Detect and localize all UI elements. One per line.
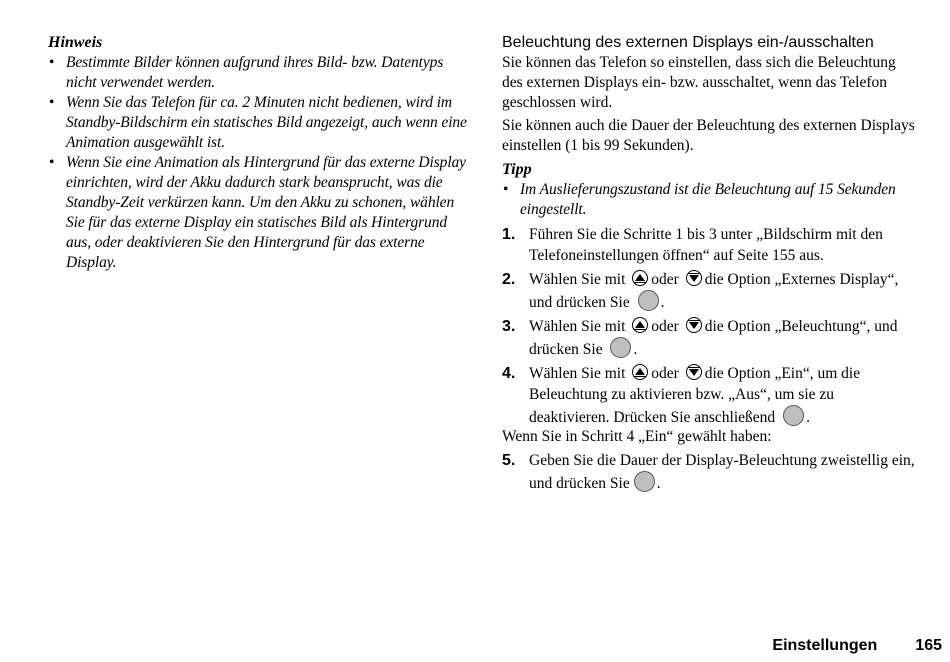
- note-column: [48, 33, 468, 273]
- steps-list: [502, 224, 917, 428]
- note-list: [48, 53, 468, 273]
- center-key-icon: [610, 337, 631, 358]
- footer-section-title: Einstellungen: [772, 637, 878, 654]
- bullet-icon: •: [503, 181, 509, 198]
- step-text-mid: oder: [651, 365, 683, 382]
- nav-up-icon: [632, 270, 648, 286]
- nav-up-icon: [632, 364, 648, 380]
- note-text-2: Wenn Sie das Telefon für ca. 2 Minuten nicht bedienen, wird im Standby-Bildschirm ein statisches Bild angezeigt, auch wenn eine Animation ausgewählt ist.: [66, 94, 467, 151]
- nav-up-icon: [632, 317, 648, 333]
- tip-list: [502, 180, 917, 220]
- bullet-icon: •: [49, 94, 55, 111]
- step-text: Geben Sie die Dauer der Display-Beleuchtung zweistellig ein, und drücken Sie: [529, 452, 915, 492]
- step-number: 5.: [502, 452, 516, 469]
- page-number: 165: [915, 637, 942, 654]
- list-item: [48, 153, 468, 273]
- condition-text: Wenn Sie in Schritt 4 „Ein“ gewählt haben:: [502, 428, 772, 445]
- duration-paragraph: Sie können auch die Dauer der Beleuchtung des externen Displays einstellen (1 bis 99 Sekunden).: [502, 117, 915, 154]
- intro-paragraph: Sie können das Telefon so einstellen, dass sich die Beleuchtung des externen Displays ein- bzw. ausschaltet, wenn das Telefon geschlossen wird.: [502, 54, 896, 111]
- step-text-mid: oder: [651, 318, 683, 335]
- center-key-icon: [638, 290, 659, 311]
- step-2: 2. Wählen Sie mit oder die Option „Externes Display“, und drücken Sie .: [502, 271, 899, 311]
- step-number: 3.: [502, 318, 516, 335]
- instructions-column: [502, 33, 917, 497]
- nav-down-icon: [686, 317, 702, 333]
- step-3: 3. Wählen Sie mit oder die Option „Beleuchtung“, und drücken Sie .: [502, 318, 898, 358]
- step-text-mid: oder: [651, 271, 683, 288]
- step-number: 1.: [502, 226, 516, 243]
- step-text-post: die Option „Ein“, um die Beleuchtung zu aktivieren bzw. „Aus“, um sie zu deaktivieren. Drücken Sie anschließend: [529, 365, 861, 426]
- list-item: [48, 93, 468, 153]
- step-text-post: die Option „Beleuchtung“, und drücken Sie: [529, 318, 898, 358]
- steps-list-continued: [502, 450, 917, 494]
- step-text: Führen Sie die Schritte 1 bis 3 unter „Bildschirm mit den Telefoneinstellungen öffnen“ auf Seite 155 aus.: [529, 226, 883, 264]
- step-text-post: die Option „Externes Display“, und drücken Sie: [529, 271, 899, 311]
- note-text-1: Bestimmte Bilder können aufgrund ihres Bild- bzw. Datentyps nicht verwendet werden.: [66, 54, 444, 91]
- step-1: [502, 224, 917, 266]
- note-text-3: Wenn Sie eine Animation als Hintergrund für das externe Display einrichten, wird der Akku dadurch stark beansprucht, was die Standby-Zeit verkürzen kann. Um den Akku zu schonen, wählen Sie für das externe Display ein statisches Bild als Hintergrund aus, oder deaktivieren Sie den Hintergrund für das externe Display.: [66, 154, 466, 271]
- center-key-icon: [634, 471, 655, 492]
- page-footer: [772, 637, 942, 655]
- note-heading: Hinweis: [48, 34, 103, 51]
- nav-down-icon: [686, 364, 702, 380]
- center-key-icon: [783, 405, 804, 426]
- section-heading: Beleuchtung des externen Displays ein-/ausschalten: [502, 34, 874, 51]
- list-item: [502, 180, 917, 220]
- step-number: 4.: [502, 365, 516, 382]
- tip-text: Im Auslieferungszustand ist die Beleuchtung auf 15 Sekunden eingestellt.: [520, 181, 896, 218]
- bullet-icon: •: [49, 154, 55, 171]
- nav-down-icon: [686, 270, 702, 286]
- tip-heading: Tipp: [502, 161, 532, 178]
- list-item: [48, 53, 468, 93]
- step-number: 2.: [502, 271, 516, 288]
- step-text-pre: Wählen Sie mit: [529, 271, 630, 288]
- step-text-pre: Wählen Sie mit: [529, 318, 630, 335]
- step-4: 4. Wählen Sie mit oder die Option „Ein“, um die Beleuchtung zu aktivieren bzw. „Aus“, um sie zu deaktivieren. Drücken Sie anschließend .: [502, 365, 861, 426]
- step-text-pre: Wählen Sie mit: [529, 365, 630, 382]
- bullet-icon: •: [49, 54, 55, 71]
- step-5: 5. Geben Sie die Dauer der Display-Beleuchtung zweistellig ein, und drücken Sie .: [502, 452, 915, 492]
